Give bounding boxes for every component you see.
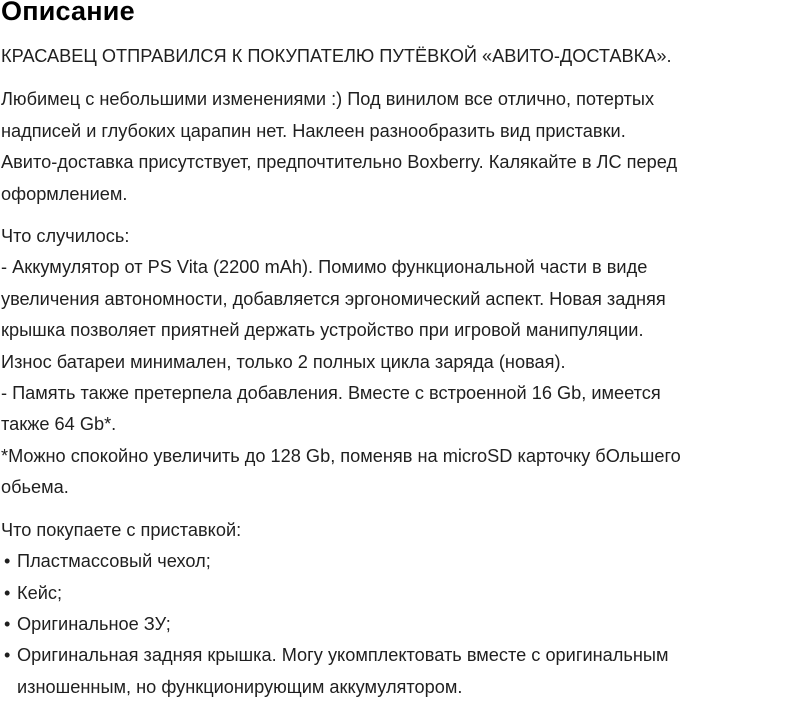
included-items-block — [1, 515, 785, 703]
list-item — [1, 578, 785, 609]
description-paragraph-changes: Что случилось: - Аккумулятор от PS Vita (2200 mAh). Помимо функциональной части в виде увеличения автономности, добавляется эргономический аспект. Новая задняя крышка позволяет приятней держать устройство при игровой манипуляции. Износ батареи минимален, только 2 полных цикла заряда (новая). - Память также претерпела добавления. Вместе с встроенной 16 Gb, имеется также 64 Gb*. *Можно спокойно увеличить до 128 Gb, поменяв на microSD карточку бОльшего обьема. — [1, 226, 681, 498]
included-items-list — [1, 546, 785, 703]
description-paragraph-delivery: КРАСАВЕЦ ОТПРАВИЛСЯ К ПОКУПАТЕЛЮ ПУТЁВКОЙ «АВИТО-ДОСТАВКА». — [1, 46, 672, 66]
list-item — [1, 546, 785, 577]
bullet-icon: • — [4, 582, 11, 603]
list-item-text: Оригинальное ЗУ; — [17, 613, 171, 634]
list-item-text: Оригинальная задняя крышка. Могу укомплектовать вместе с оригинальным изношенным, но функционирующим аккумулятором. — [17, 645, 669, 697]
description-paragraph-condition: Любимец с небольшими изменениями :) Под винилом все отлично, потертых надписей и глубоких царапин нет. Наклеен разнообразить вид приставки. Авито-доставка присутствует, предпочтительно Boxberry. Калякайте в ЛС перед оформлением. — [1, 89, 678, 204]
included-items-heading: Что покупаете с приставкой: — [1, 519, 242, 540]
bullet-icon: • — [4, 645, 11, 666]
list-item-text: Кейс; — [17, 582, 63, 603]
bullet-icon: • — [4, 613, 11, 634]
list-item — [1, 640, 785, 703]
list-item-text: Пластмассовый чехол; — [17, 551, 211, 572]
bullet-icon: • — [4, 551, 11, 572]
section-title: Описание — [1, 0, 135, 26]
list-item — [1, 609, 785, 640]
